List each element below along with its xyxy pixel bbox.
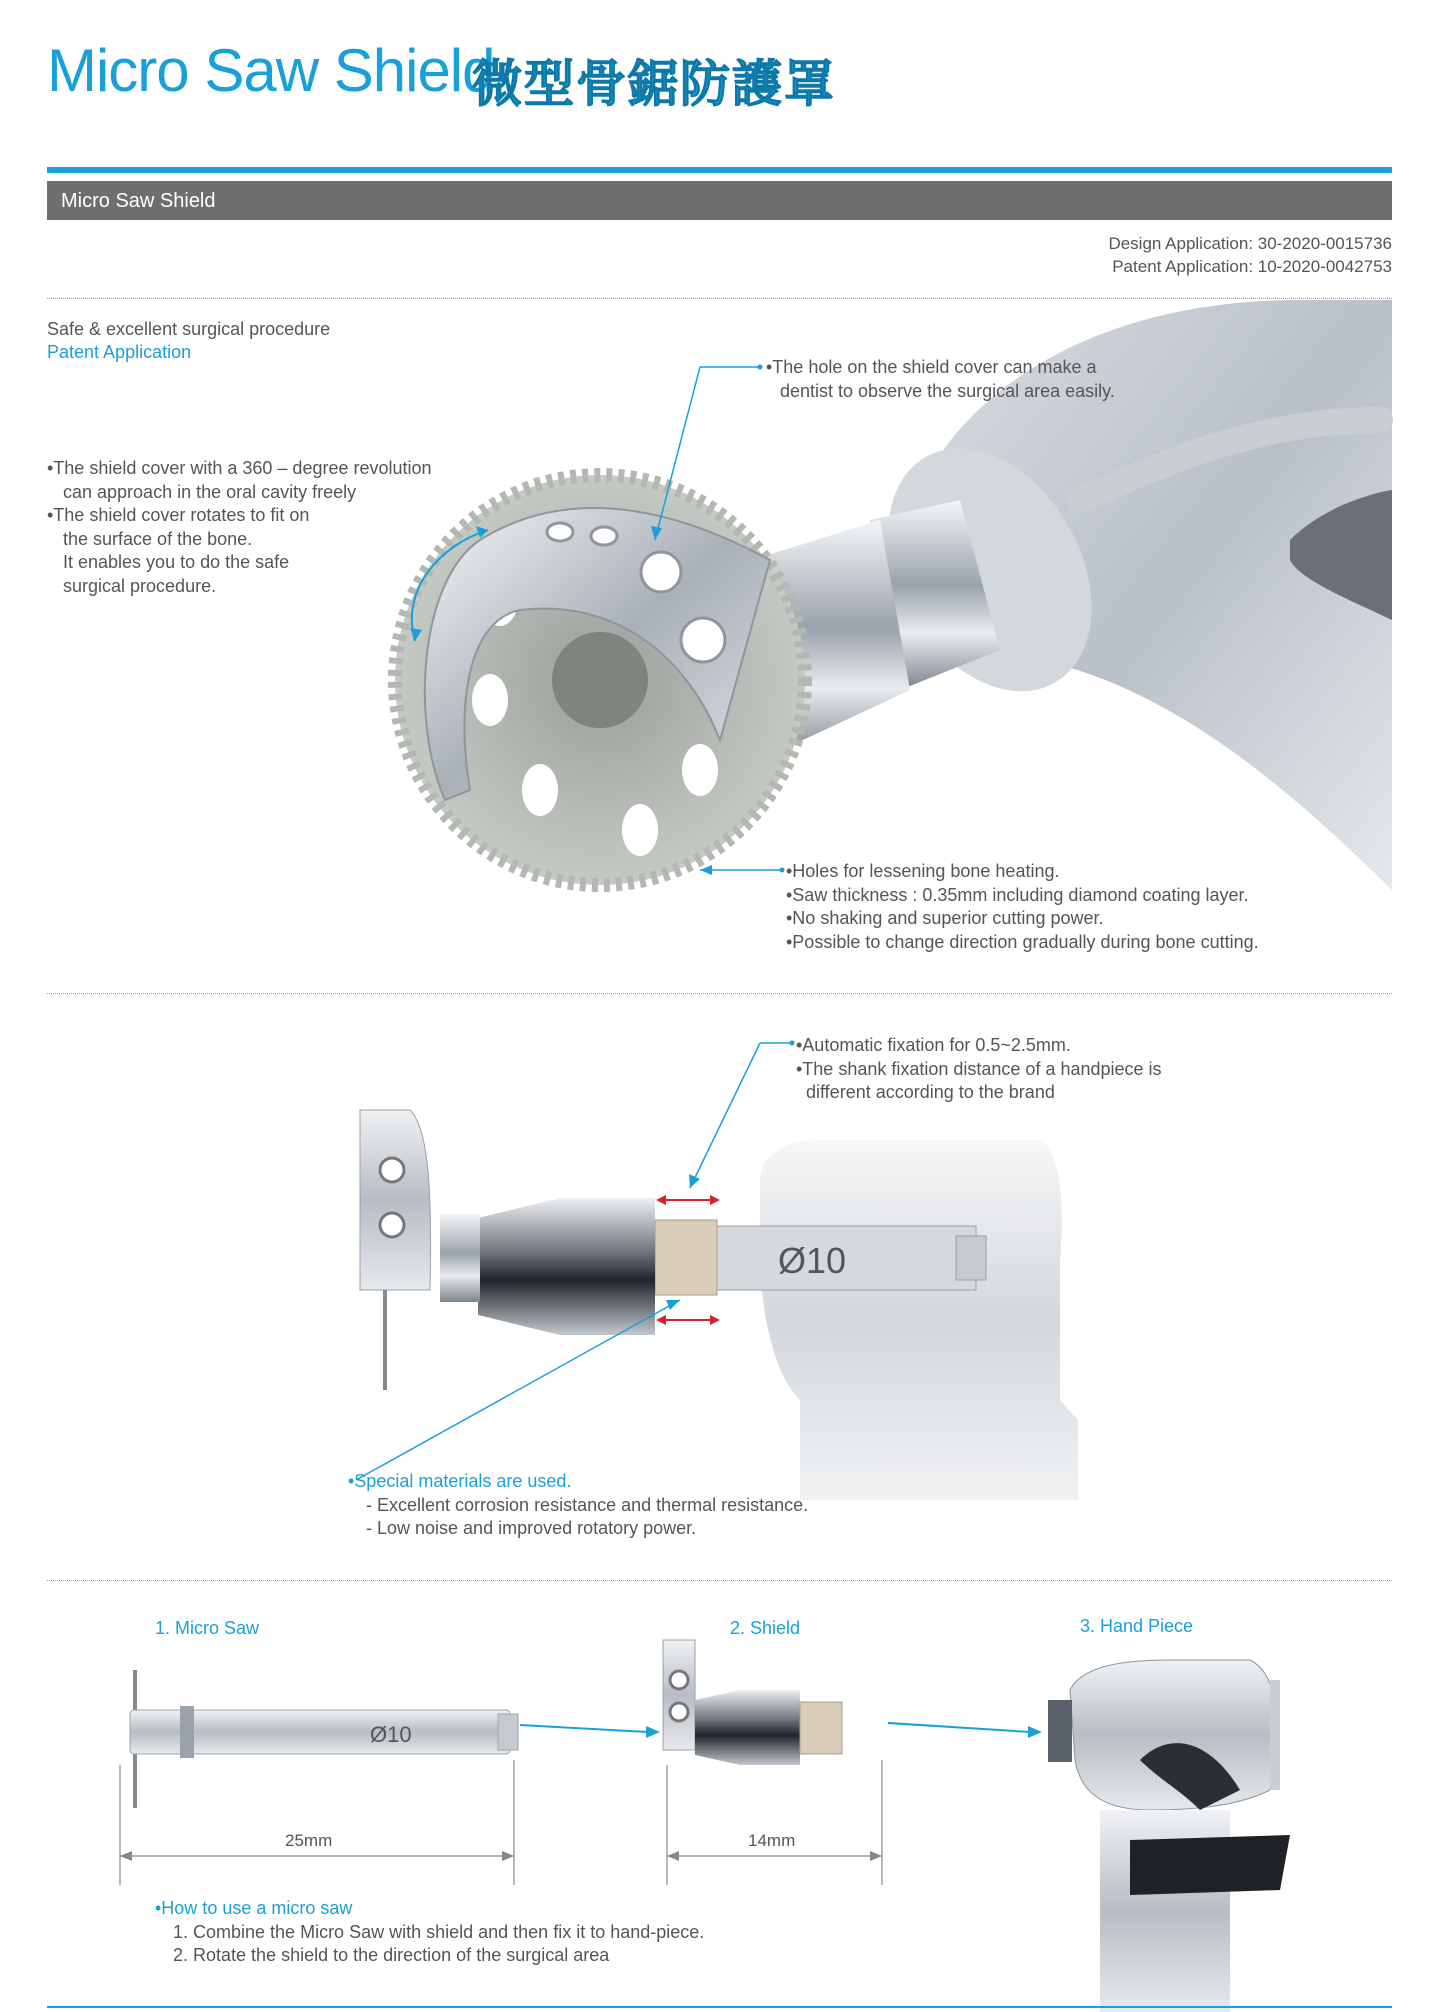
step-shield-caption: 2. Shield	[730, 1618, 801, 1638]
hand-piece-head	[1070, 1660, 1276, 1810]
shield-part-plate	[663, 1640, 695, 1750]
fixation-note-line: •The shank fixation distance of a handpiece is	[796, 1058, 1162, 1079]
page-title: Micro Saw Shield	[47, 37, 495, 104]
hole-note-line: dentist to observe the surgical area easily.	[780, 380, 1115, 401]
feature-line: surgical procedure.	[63, 575, 217, 596]
saw-note-line: •No shaking and superior cutting power.	[786, 908, 1104, 928]
howto-step: 1. Combine the Micro Saw with shield and then fix it to hand-piece.	[173, 1921, 705, 1942]
howto-step: 2. Rotate the shield to the direction of the surgical area	[173, 1945, 610, 1965]
shank-diameter-label: Ø10	[778, 1240, 847, 1281]
feature-line: •The shield cover with a 360 – degree revolution	[47, 458, 432, 478]
howto-title: •How to use a micro saw	[155, 1898, 353, 1918]
materials-title: •Special materials are used.	[348, 1471, 572, 1491]
shield-part-collar	[695, 1690, 800, 1765]
fixation-note-line: •Automatic fixation for 0.5~2.5mm.	[796, 1035, 1071, 1055]
saw-note-line: •Holes for lessening bone heating.	[786, 861, 1060, 881]
feature-line: It enables you to do the safe	[63, 552, 290, 572]
saw-note-line: •Possible to change direction gradually during bone cutting.	[786, 931, 1259, 952]
materials-line: - Excellent corrosion resistance and thermal resistance.	[366, 1494, 809, 1515]
howto-section	[155, 1897, 704, 1968]
dimension-saw: 25mm	[285, 1831, 333, 1850]
design-application: Design Application: 30-2020-0015736	[1108, 234, 1392, 253]
step-micro-saw-caption: 1. Micro Saw	[155, 1618, 260, 1638]
footer-rule	[47, 2006, 1392, 2008]
feature-line: •The shield cover rotates to fit on	[47, 505, 310, 525]
feature-line: can approach in the oral cavity freely	[63, 481, 357, 502]
materials-line: - Low noise and improved rotatory power.	[366, 1518, 697, 1538]
hand-piece-grip	[1130, 1835, 1290, 1895]
intro-patent-label: Patent Application	[47, 342, 192, 362]
saw-note-line: •Saw thickness : 0.35mm including diamond coating layer.	[786, 884, 1249, 905]
step-arrow-2	[1028, 1726, 1042, 1738]
fixation-note-line: different according to the brand	[806, 1082, 1055, 1102]
step-hand-piece-caption: 3. Hand Piece	[1080, 1616, 1194, 1636]
micro-saw-diameter-label: Ø10	[370, 1722, 412, 1747]
intro-text: Safe & excellent surgical procedure	[47, 319, 331, 339]
patent-application: Patent Application: 10-2020-0042753	[1112, 257, 1392, 276]
feature-line: the surface of the bone.	[63, 528, 253, 549]
section-bar-label: Micro Saw Shield	[61, 190, 216, 212]
step-arrow-1	[646, 1726, 660, 1738]
page-title-chinese: 微型骨鋸防護罩	[472, 55, 836, 113]
hole-note-line: •The hole on the shield cover can make a	[766, 357, 1097, 377]
dimension-shield: 14mm	[748, 1831, 796, 1850]
shield-part-bushing	[800, 1702, 842, 1754]
